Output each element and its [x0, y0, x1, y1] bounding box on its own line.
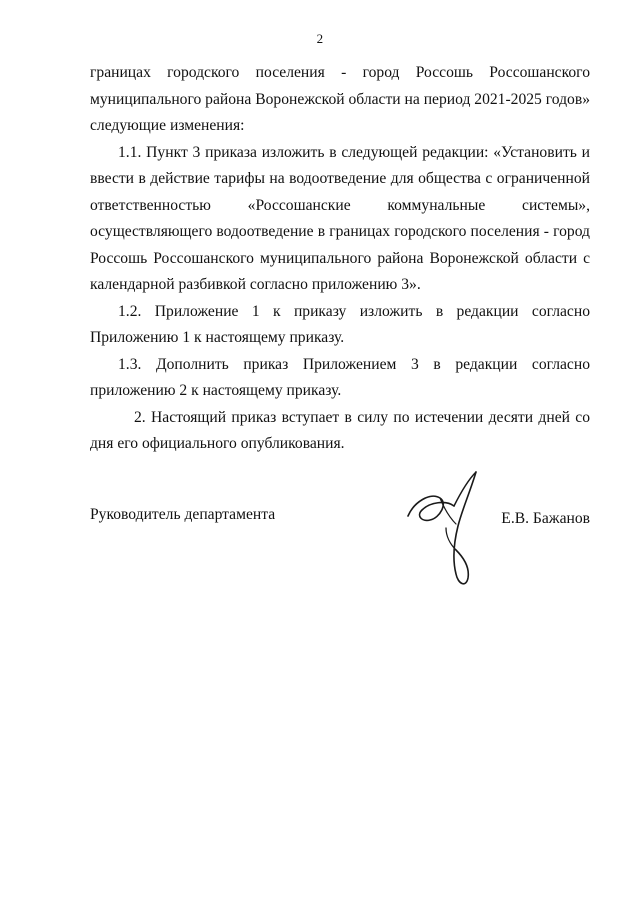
- paragraph-continuation: границах городского поселения - город Россошь Россошанского муниципального района Воронежской области на период 2021-2025 годов» следующие изменения:: [90, 64, 590, 134]
- handwritten-signature: [400, 470, 500, 595]
- paragraph-item-1-2: 1.2. Приложение 1 к приказу изложить в редакции согласно Приложению 1 к настоящему приказу.: [90, 302, 590, 346]
- paragraph-item-1-3: 1.3. Дополнить приказ Приложением 3 в редакции согласно приложению 2 к настоящему приказу.: [90, 355, 590, 399]
- document-body: [90, 60, 590, 458]
- paragraph-item-1-1: 1.1. Пункт 3 приказа изложить в следующей редакции: «Установить и ввести в действие тарифы на водоотведение для общества с ограниченной ответственностью «Россошанские коммунальные системы», осуществляющего водоотведение в границах городского поселения - город Россошь Россошанского муниципального района Воронежской области с календарной разбивкой согласно приложению 3».: [90, 143, 590, 293]
- paragraph-item-2: 2. Настоящий приказ вступает в силу по истечении десяти дней со дня его официального опубликования.: [90, 408, 590, 452]
- signatory-position: Руководитель департамента: [90, 506, 276, 523]
- page-number: 2: [316, 31, 324, 46]
- signature-block: [90, 470, 590, 600]
- signatory-name: Е.В. Бажанов: [501, 510, 590, 527]
